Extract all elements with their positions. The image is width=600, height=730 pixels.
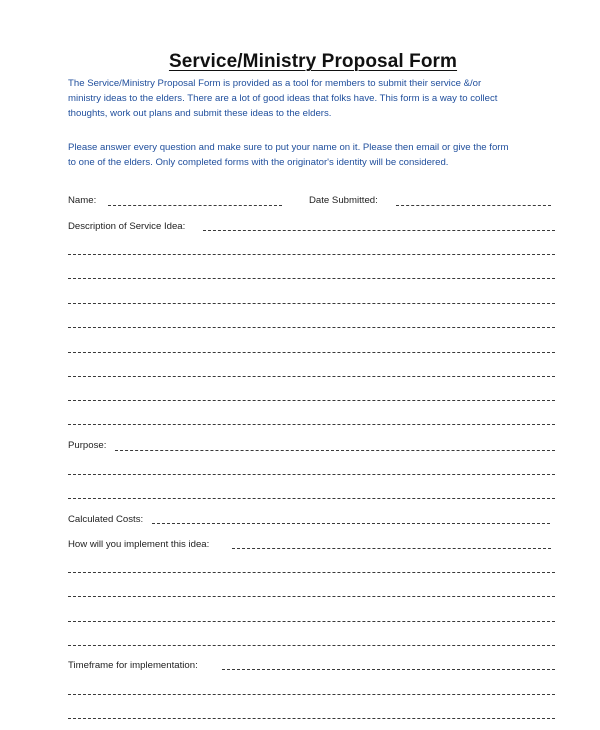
intro-line: ministry ideas to the elders. There are a lot of good ideas that folks have. This form is a way to collect — [68, 93, 498, 105]
description-line[interactable] — [68, 352, 555, 353]
implement-label: How will you implement this idea: — [68, 539, 210, 550]
name-label: Name: — [68, 195, 97, 206]
description-line[interactable] — [68, 327, 555, 328]
description-line[interactable] — [68, 303, 555, 304]
intro-line: The Service/Ministry Proposal Form is provided as a tool for members to submit their service &/or — [68, 78, 482, 89]
name-field[interactable] — [108, 205, 282, 206]
timeframe-label: Timeframe for implementation: — [68, 660, 198, 671]
description-line[interactable] — [68, 376, 555, 377]
date-submitted-field[interactable] — [396, 205, 551, 206]
implement-line[interactable] — [68, 596, 555, 597]
implement-line[interactable] — [68, 572, 555, 573]
instruction-paragraph — [68, 140, 568, 170]
calculated-costs-label: Calculated Costs: — [68, 514, 144, 525]
date-submitted-label: Date Submitted: — [309, 195, 378, 206]
calculated-costs-field[interactable] — [152, 523, 550, 524]
description-line[interactable] — [68, 400, 555, 401]
form-title: Service/Ministry Proposal Form — [168, 51, 458, 72]
implement-line[interactable] — [68, 645, 555, 646]
purpose-label: Purpose: — [68, 440, 107, 451]
intro-paragraph — [68, 76, 568, 122]
timeframe-line[interactable] — [68, 718, 555, 719]
description-field[interactable] — [203, 230, 555, 231]
description-label: Description of Service Idea: — [68, 221, 186, 232]
description-line[interactable] — [68, 424, 555, 425]
description-line[interactable] — [68, 278, 555, 279]
purpose-line[interactable] — [68, 498, 555, 499]
description-line[interactable] — [68, 254, 555, 255]
timeframe-field[interactable] — [222, 669, 555, 670]
instruction-line: to one of the elders. Only completed forms with the originator's identity will be considered. — [68, 157, 449, 169]
implement-line[interactable] — [68, 621, 555, 622]
purpose-line[interactable] — [68, 474, 555, 475]
implement-field[interactable] — [232, 548, 551, 549]
purpose-field[interactable] — [115, 450, 555, 451]
instruction-line: Please answer every question and make sure to put your name on it. Please then email or give the form — [68, 142, 509, 153]
intro-line: thoughts, work out plans and submit these ideas to the elders. — [68, 108, 332, 120]
timeframe-line[interactable] — [68, 694, 555, 695]
